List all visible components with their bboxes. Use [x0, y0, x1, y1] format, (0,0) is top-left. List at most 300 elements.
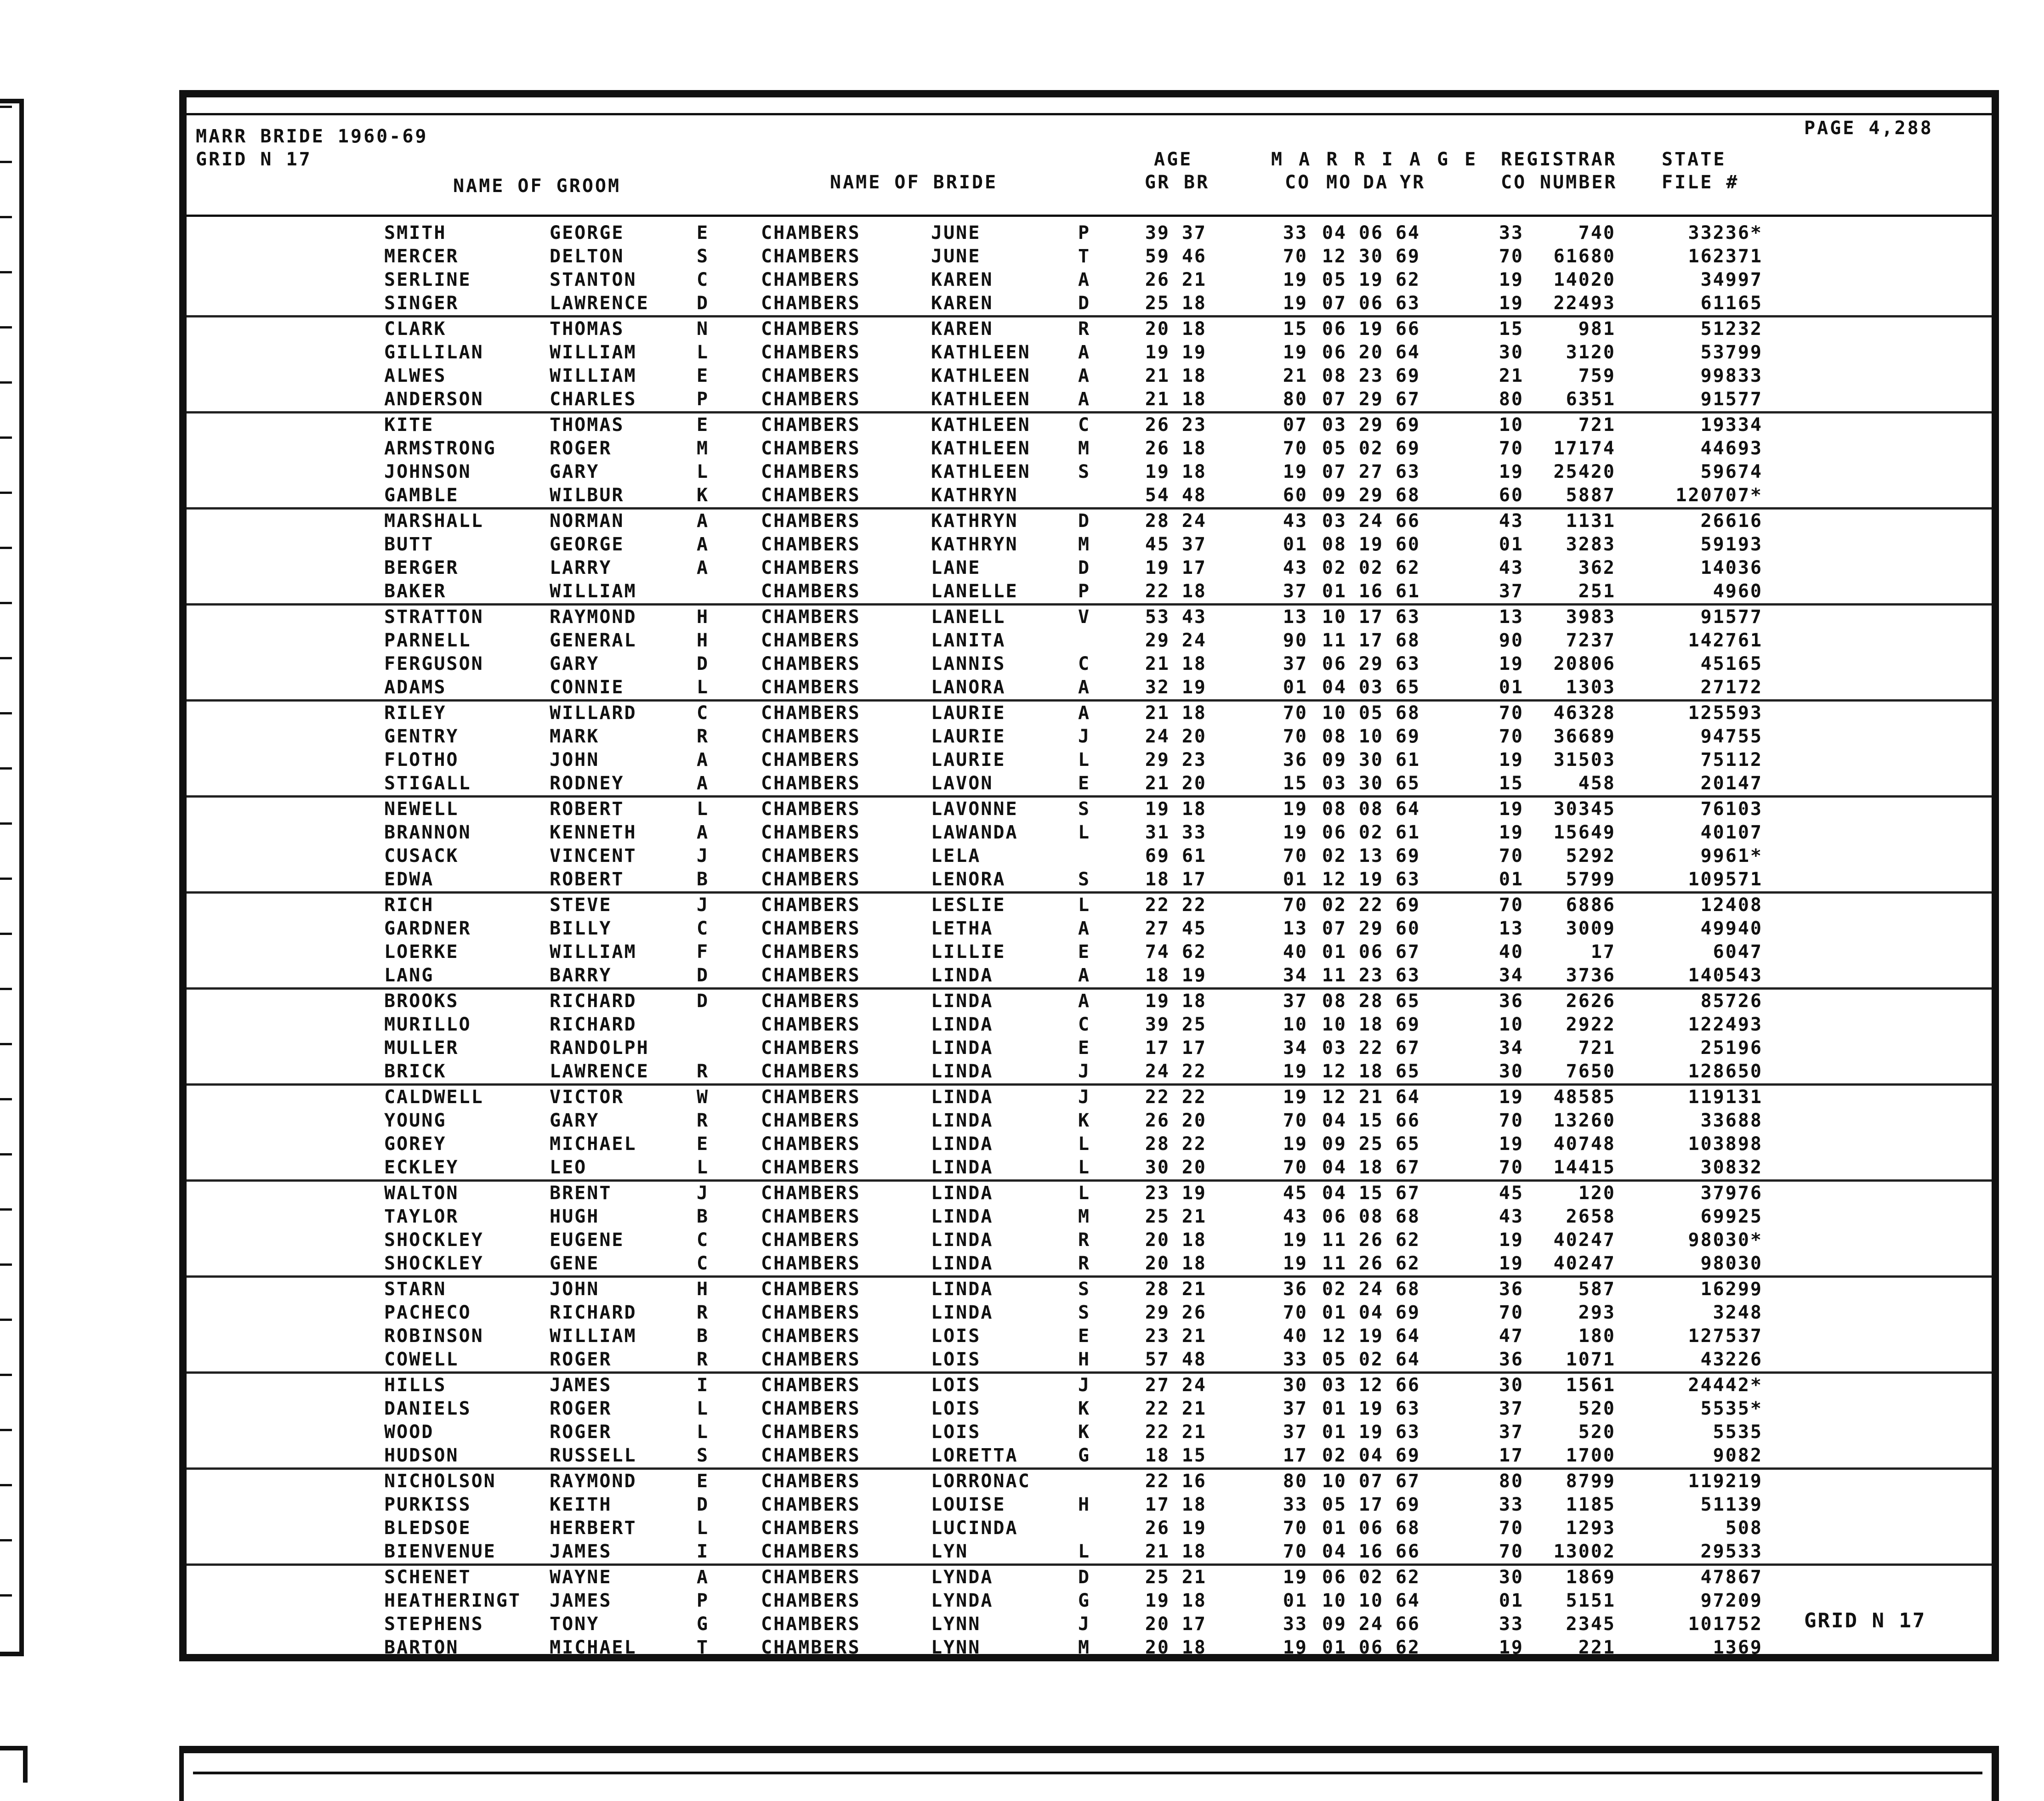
bride-initial: H [1078, 1349, 1091, 1370]
bride-surname: CHAMBERS [761, 1253, 861, 1274]
age-bride: 19 [1181, 342, 1207, 363]
marriage-month: 12 [1322, 1061, 1347, 1082]
marriage-county: 70 [1283, 1302, 1308, 1323]
groom-initial: D [697, 653, 710, 674]
registrar-county: 30 [1499, 1375, 1524, 1396]
age-bride: 46 [1181, 246, 1207, 267]
table-row [187, 556, 1992, 580]
bride-initial: E [1078, 1037, 1091, 1059]
marriage-day: 17 [1358, 630, 1384, 651]
registrar-county: 37 [1499, 1422, 1524, 1443]
table-row [187, 652, 1992, 676]
bride-surname: CHAMBERS [761, 869, 861, 890]
state-file-number: 5535* [1700, 1398, 1763, 1419]
bride-given: LYNDA [931, 1590, 994, 1611]
age-groom: 26 [1145, 1110, 1170, 1131]
state-file-number: 85726 [1700, 991, 1763, 1012]
footer-grid-label: GRID N 17 [1804, 1609, 1926, 1632]
table-row [187, 1179, 1992, 1205]
marriage-year: 63 [1395, 293, 1420, 314]
bride-surname: CHAMBERS [761, 318, 861, 340]
age-bride: 18 [1181, 438, 1207, 459]
age-groom: 24 [1145, 1061, 1170, 1082]
marriage-day: 28 [1358, 991, 1384, 1012]
marriage-year: 63 [1395, 869, 1420, 890]
header-bottom-rule [187, 215, 1992, 217]
groom-surname: STEPHENS [384, 1614, 484, 1635]
groom-surname: CALDWELL [384, 1087, 484, 1108]
age-groom: 21 [1145, 1541, 1170, 1562]
marriage-county: 34 [1283, 1037, 1308, 1059]
state-file-number: 53799 [1700, 342, 1763, 363]
registrar-number: 740 [1578, 222, 1616, 244]
age-groom: 22 [1145, 581, 1170, 602]
marriage-day: 25 [1358, 1133, 1384, 1155]
table-row [187, 1444, 1992, 1467]
table-row [187, 1156, 1992, 1179]
marriage-year: 60 [1395, 918, 1420, 939]
registrar-county: 70 [1499, 702, 1524, 724]
table-row [187, 315, 1992, 341]
state-file-number: 14036 [1700, 557, 1763, 578]
marriage-day: 04 [1358, 1302, 1384, 1323]
marriage-day: 06 [1358, 222, 1384, 244]
state-file-number: 19334 [1700, 414, 1763, 436]
state-file-number: 25196 [1700, 1037, 1763, 1059]
marriage-county: 37 [1283, 991, 1308, 1012]
age-groom: 53 [1145, 606, 1170, 628]
registrar-number: 3983 [1566, 606, 1616, 628]
bride-surname: CHAMBERS [761, 677, 861, 698]
registrar-county: 19 [1499, 1133, 1524, 1155]
groom-surname: RILEY [384, 702, 447, 724]
registrar-county: 70 [1499, 845, 1524, 867]
register-title: MARR BRIDE 1960-69 [196, 126, 428, 147]
age-bride: 17 [1181, 1614, 1207, 1635]
table-row [187, 1109, 1992, 1133]
groom-given: EUGENE [550, 1229, 625, 1251]
marriage-year: 69 [1395, 246, 1420, 267]
table-row [187, 821, 1992, 844]
registrar-county: 80 [1499, 389, 1524, 410]
bride-initial: C [1078, 653, 1091, 674]
groom-surname: PURKISS [384, 1494, 471, 1515]
registrar-county: 19 [1499, 461, 1524, 482]
bride-surname: CHAMBERS [761, 1422, 861, 1443]
marriage-day: 08 [1358, 799, 1384, 820]
bride-surname: CHAMBERS [761, 581, 861, 602]
groom-surname: FERGUSON [384, 653, 484, 674]
bride-initial: R [1078, 1253, 1091, 1274]
state-file-number: 47867 [1700, 1567, 1763, 1588]
state-file-number: 24442* [1688, 1375, 1763, 1396]
age-groom: 29 [1145, 749, 1170, 770]
groom-given: RICHARD [550, 1014, 637, 1035]
registrar-number: 2345 [1566, 1614, 1616, 1635]
state-file-number: 97209 [1700, 1590, 1763, 1611]
groom-initial: L [697, 461, 710, 482]
bride-surname: CHAMBERS [761, 1206, 861, 1227]
registrar-county: 70 [1499, 246, 1524, 267]
marriage-day: 18 [1358, 1157, 1384, 1178]
edge-tick [0, 1429, 12, 1431]
table-row [187, 891, 1992, 917]
registrar-number: 1131 [1566, 510, 1616, 532]
next-page-edge [179, 1746, 1999, 1801]
marriage-day: 02 [1358, 438, 1384, 459]
groom-initial: B [697, 869, 710, 890]
marriage-month: 09 [1322, 1614, 1347, 1635]
marriage-county: 19 [1283, 1637, 1308, 1658]
age-bride: 61 [1181, 845, 1207, 867]
registrar-county: 37 [1499, 1398, 1524, 1419]
groom-initial: J [697, 845, 710, 867]
marriage-year: 66 [1395, 318, 1420, 340]
bride-surname: CHAMBERS [761, 1157, 861, 1178]
marriage-day: 10 [1358, 1590, 1384, 1611]
bride-initial: M [1078, 1637, 1091, 1658]
table-row [187, 484, 1992, 507]
edge-tick [0, 1153, 12, 1155]
table-row [187, 268, 1992, 292]
age-bride: 22 [1181, 1087, 1207, 1108]
marriage-month: 05 [1322, 1494, 1347, 1515]
bride-initial: J [1078, 726, 1091, 747]
age-groom: 26 [1145, 269, 1170, 290]
marriage-day: 15 [1358, 1183, 1384, 1204]
age-bride: 19 [1181, 965, 1207, 986]
groom-surname: ROBINSON [384, 1325, 484, 1347]
groom-initial: A [697, 822, 710, 843]
state-file-number: 69925 [1700, 1206, 1763, 1227]
bride-given: LOUISE [931, 1494, 1006, 1515]
age-bride: 21 [1181, 1422, 1207, 1443]
table-row [187, 844, 1992, 868]
edge-tick [0, 106, 12, 108]
table-row [187, 1301, 1992, 1325]
registrar-county: 70 [1499, 1541, 1524, 1562]
registrar-number: 180 [1578, 1325, 1616, 1347]
groom-surname: BLEDSOE [384, 1518, 471, 1539]
bride-initial: S [1078, 799, 1091, 820]
groom-initial: A [697, 510, 710, 532]
bride-given: LAVON [931, 773, 994, 794]
marriage-year: 69 [1395, 1014, 1420, 1035]
marriage-day: 06 [1358, 1637, 1384, 1658]
groom-given: TONY [550, 1614, 600, 1635]
state-file-number: 119131 [1688, 1087, 1763, 1108]
marriage-county: 01 [1283, 677, 1308, 698]
state-file-number: 59193 [1700, 534, 1763, 555]
groom-given: JOHN [550, 749, 600, 770]
table-row [187, 1397, 1992, 1421]
registrar-number: 759 [1578, 365, 1616, 386]
groom-initial: E [697, 1471, 710, 1492]
table-row [187, 699, 1992, 725]
edge-tick [0, 1098, 12, 1100]
bride-surname: CHAMBERS [761, 1518, 861, 1539]
registrar-number: 5799 [1566, 869, 1616, 890]
marriage-year: 65 [1395, 991, 1420, 1012]
marriage-day: 22 [1358, 895, 1384, 916]
age-bride: 18 [1181, 581, 1207, 602]
groom-given: LEO [550, 1157, 587, 1178]
marriage-county: 30 [1283, 1375, 1308, 1396]
marriage-year: 64 [1395, 1325, 1420, 1347]
marriage-month: 11 [1322, 1253, 1347, 1274]
age-groom: 18 [1145, 869, 1170, 890]
age-groom: 29 [1145, 630, 1170, 651]
registrar-county: 19 [1499, 822, 1524, 843]
groom-initial: A [697, 773, 710, 794]
bride-initial: P [1078, 222, 1091, 244]
registrar-county: 47 [1499, 1325, 1524, 1347]
age-bride: 18 [1181, 389, 1207, 410]
bride-initial: D [1078, 293, 1091, 314]
marriage-month: 08 [1322, 534, 1347, 555]
marriage-day: 26 [1358, 1253, 1384, 1274]
bride-initial: S [1078, 1279, 1091, 1300]
marriage-year: 64 [1395, 222, 1420, 244]
marriage-day: 19 [1358, 869, 1384, 890]
marriage-year: 63 [1395, 1398, 1420, 1419]
bride-surname: CHAMBERS [761, 269, 861, 290]
age-bride: 17 [1181, 557, 1207, 578]
groom-surname: ANDERSON [384, 389, 484, 410]
marriage-day: 19 [1358, 1325, 1384, 1347]
registrar-county: 01 [1499, 869, 1524, 890]
registrar-county: 36 [1499, 991, 1524, 1012]
marriage-year: 66 [1395, 1110, 1420, 1131]
age-groom: 28 [1145, 510, 1170, 532]
bride-given: KAREN [931, 318, 994, 340]
bride-surname: CHAMBERS [761, 1494, 861, 1515]
marriage-year: 62 [1395, 269, 1420, 290]
age-groom: 23 [1145, 1325, 1170, 1347]
bride-given: LYNN [931, 1637, 981, 1658]
age-bride: 18 [1181, 293, 1207, 314]
registrar-number: 6351 [1566, 389, 1616, 410]
marriage-month: 06 [1322, 342, 1347, 363]
marriage-day: 02 [1358, 822, 1384, 843]
registrar-number: 30345 [1553, 799, 1616, 820]
registrar-number: 20806 [1553, 653, 1616, 674]
groom-given: WAYNE [550, 1567, 612, 1588]
bride-initial: L [1078, 822, 1091, 843]
state-file-number: 29533 [1700, 1541, 1763, 1562]
bride-given: LOIS [931, 1375, 981, 1396]
registrar-number: 17 [1590, 941, 1616, 963]
marriage-county: 19 [1283, 269, 1308, 290]
groom-initial: B [697, 1206, 710, 1227]
marriage-month: 05 [1322, 269, 1347, 290]
col-bride-header: NAME OF BRIDE [830, 172, 998, 193]
groom-given: STANTON [550, 269, 637, 290]
bride-initial: K [1078, 1110, 1091, 1131]
groom-initial: F [697, 941, 710, 963]
state-file-number: 44693 [1700, 438, 1763, 459]
groom-surname: PACHECO [384, 1302, 471, 1323]
marriage-month: 12 [1322, 869, 1347, 890]
marriage-county: 70 [1283, 246, 1308, 267]
state-file-number: 142761 [1688, 630, 1763, 651]
age-bride: 18 [1181, 1494, 1207, 1515]
col-age-br-header: BR [1184, 172, 1210, 193]
registrar-number: 3120 [1566, 342, 1616, 363]
age-groom: 19 [1145, 799, 1170, 820]
marriage-county: 70 [1283, 1518, 1308, 1539]
registrar-number: 981 [1578, 318, 1616, 340]
bride-given: LANELL [931, 606, 1006, 628]
registrar-number: 14415 [1553, 1157, 1616, 1178]
registrar-number: 5887 [1566, 485, 1616, 506]
registrar-number: 1303 [1566, 677, 1616, 698]
marriage-month: 02 [1322, 1279, 1347, 1300]
groom-surname: HILLS [384, 1375, 447, 1396]
bride-initial: A [1078, 677, 1091, 698]
bride-surname: CHAMBERS [761, 799, 861, 820]
marriage-month: 12 [1322, 1325, 1347, 1347]
marriage-month: 09 [1322, 749, 1347, 770]
age-groom: 20 [1145, 1253, 1170, 1274]
state-file-number: 128650 [1688, 1061, 1763, 1082]
groom-initial: P [697, 1590, 710, 1611]
groom-initial: A [697, 1567, 710, 1588]
bride-surname: CHAMBERS [761, 534, 861, 555]
groom-given: RAYMOND [550, 606, 637, 628]
state-file-number: 99833 [1700, 365, 1763, 386]
marriage-month: 09 [1322, 1133, 1347, 1155]
registrar-county: 33 [1499, 222, 1524, 244]
registrar-number: 1071 [1566, 1349, 1616, 1370]
page-number: PAGE 4,288 [1804, 118, 1933, 139]
registrar-number: 14020 [1553, 269, 1616, 290]
marriage-day: 18 [1358, 1014, 1384, 1035]
groom-initial: L [697, 342, 710, 363]
age-bride: 18 [1181, 653, 1207, 674]
age-groom: 22 [1145, 1422, 1170, 1443]
registrar-county: 70 [1499, 1157, 1524, 1178]
bride-initial: J [1078, 1087, 1091, 1108]
bride-surname: CHAMBERS [761, 941, 861, 963]
groom-surname: BRICK [384, 1061, 447, 1082]
marriage-month: 01 [1322, 1518, 1347, 1539]
bride-initial: E [1078, 941, 1091, 963]
registrar-number: 1561 [1566, 1375, 1616, 1396]
marriage-day: 13 [1358, 845, 1384, 867]
bride-initial: L [1078, 895, 1091, 916]
bride-initial: S [1078, 1302, 1091, 1323]
table-row [187, 868, 1992, 891]
state-file-number: 4960 [1713, 581, 1763, 602]
groom-given: MICHAEL [550, 1637, 637, 1658]
col-marriage-da-header: DA [1363, 172, 1389, 193]
bride-initial: C [1078, 414, 1091, 436]
bride-surname: CHAMBERS [761, 1325, 861, 1347]
registrar-number: 8799 [1566, 1471, 1616, 1492]
marriage-day: 30 [1358, 773, 1384, 794]
groom-initial: D [697, 965, 710, 986]
age-groom: 20 [1145, 1229, 1170, 1251]
marriage-month: 10 [1322, 1590, 1347, 1611]
marriage-day: 17 [1358, 606, 1384, 628]
table-row [187, 748, 1992, 772]
bride-given: LOIS [931, 1422, 981, 1443]
marriage-county: 10 [1283, 1014, 1308, 1035]
marriage-county: 36 [1283, 1279, 1308, 1300]
bride-given: LINDA [931, 1014, 994, 1035]
marriage-month: 09 [1322, 485, 1347, 506]
marriage-year: 68 [1395, 1518, 1420, 1539]
age-groom: 39 [1145, 1014, 1170, 1035]
bride-initial: A [1078, 991, 1091, 1012]
state-file-number: 3248 [1713, 1302, 1763, 1323]
bride-given: LORETTA [931, 1445, 1018, 1466]
age-bride: 20 [1181, 726, 1207, 747]
groom-given: GARY [550, 653, 600, 674]
marriage-month: 02 [1322, 557, 1347, 578]
marriage-county: 70 [1283, 1541, 1308, 1562]
col-registrar-co-header: CO [1501, 172, 1527, 193]
bride-given: LINDA [931, 1279, 994, 1300]
bride-given: LINDA [931, 1183, 994, 1204]
edge-tick [0, 1319, 12, 1321]
bride-initial: E [1078, 773, 1091, 794]
age-bride: 18 [1181, 365, 1207, 386]
bride-given: LINDA [931, 1229, 994, 1251]
marriage-county: 43 [1283, 557, 1308, 578]
bride-surname: CHAMBERS [761, 414, 861, 436]
marriage-year: 65 [1395, 677, 1420, 698]
marriage-month: 04 [1322, 1183, 1347, 1204]
groom-initial: W [697, 1087, 710, 1108]
age-groom: 19 [1145, 461, 1170, 482]
table-row [187, 1325, 1992, 1348]
groom-initial: G [697, 1614, 710, 1635]
registrar-number: 721 [1578, 414, 1616, 436]
age-bride: 20 [1181, 1110, 1207, 1131]
bride-initial: L [1078, 1133, 1091, 1155]
groom-initial: K [697, 485, 710, 506]
bride-initial: E [1078, 1325, 1091, 1347]
edge-tick [0, 1208, 12, 1211]
registrar-number: 5151 [1566, 1590, 1616, 1611]
marriage-day: 06 [1358, 941, 1384, 963]
marriage-year: 67 [1395, 1157, 1420, 1178]
groom-given: WILLIAM [550, 365, 637, 386]
col-age-gr-header: GR [1145, 172, 1171, 193]
marriage-day: 02 [1358, 557, 1384, 578]
marriage-year: 66 [1395, 1541, 1420, 1562]
groom-given: CONNIE [550, 677, 625, 698]
marriage-month: 07 [1322, 461, 1347, 482]
table-row [187, 1636, 1992, 1659]
state-file-number: 75112 [1700, 749, 1763, 770]
table-row [187, 437, 1992, 460]
bride-surname: CHAMBERS [761, 1567, 861, 1588]
marriage-year: 66 [1395, 1614, 1420, 1635]
bride-given: LOIS [931, 1349, 981, 1370]
bride-given: LAURIE [931, 749, 1006, 770]
bride-given: KATHLEEN [931, 342, 1031, 363]
registrar-county: 60 [1499, 485, 1524, 506]
marriage-county: 13 [1283, 918, 1308, 939]
groom-initial: P [697, 389, 710, 410]
table-row [187, 388, 1992, 411]
marriage-county: 70 [1283, 895, 1308, 916]
marriage-year: 62 [1395, 1567, 1420, 1588]
registrar-number: 221 [1578, 1637, 1616, 1658]
